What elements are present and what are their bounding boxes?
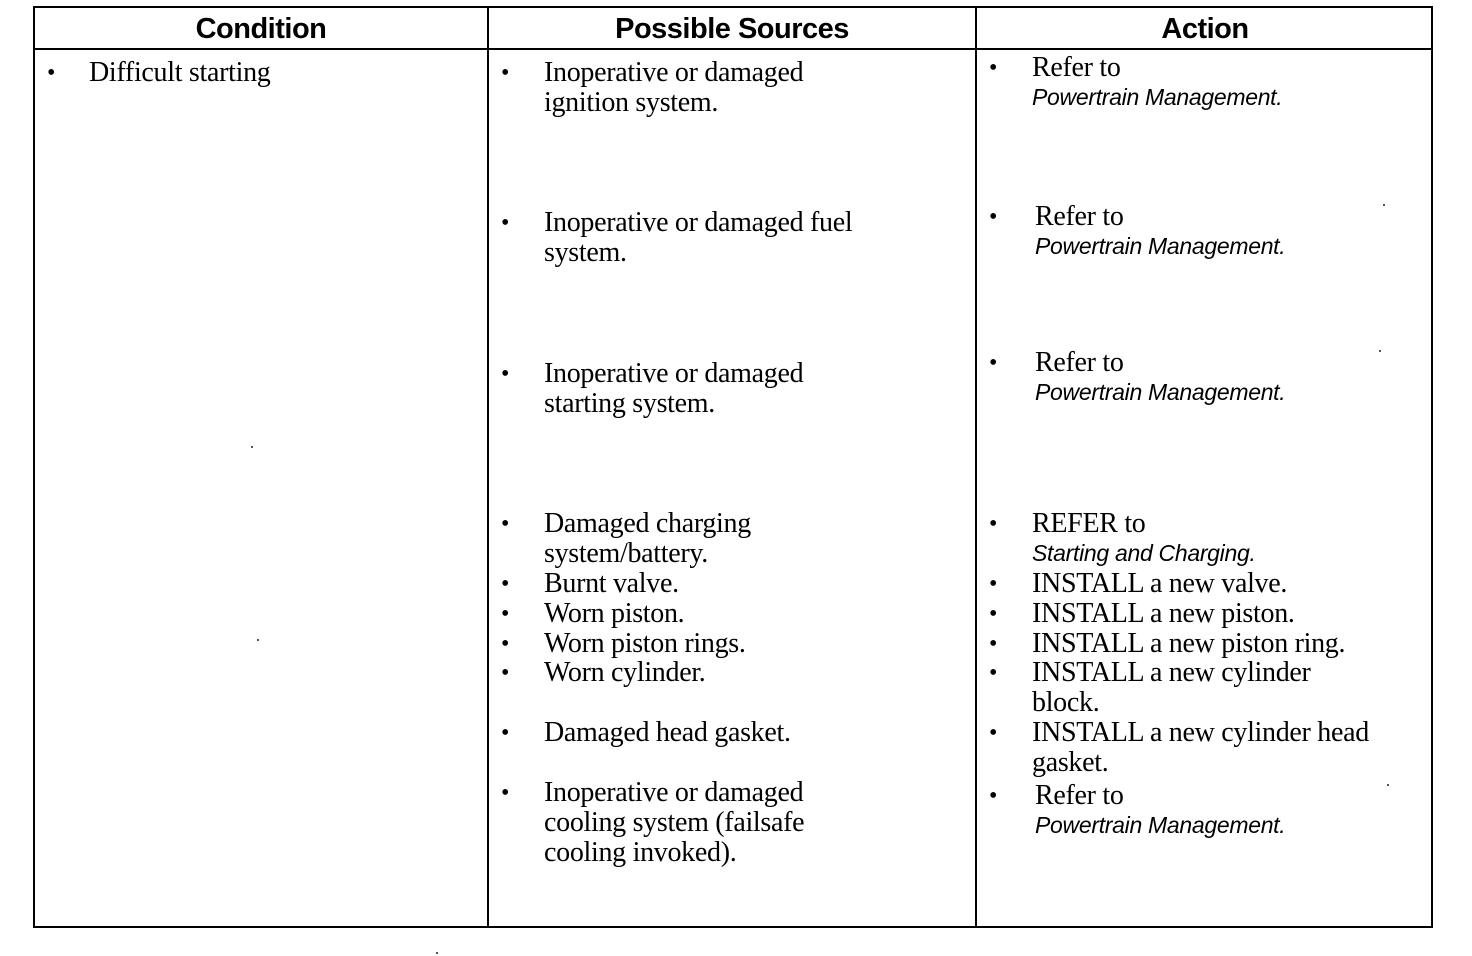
action-item: [1032, 658, 1311, 718]
action-line: INSTALL a new cylinder: [1032, 657, 1311, 688]
source-bullet: •: [501, 660, 510, 686]
action-bullet: •: [989, 783, 998, 809]
source-line: system.: [544, 237, 627, 268]
source-bullet: •: [501, 60, 510, 86]
condition-text: Difficult starting: [89, 57, 271, 88]
action-item: [1032, 509, 1256, 567]
action-item: [1032, 53, 1282, 111]
header-possible-sources: Possible Sources: [615, 13, 849, 45]
header-condition: Condition: [195, 13, 327, 45]
column-divider-2: [975, 8, 977, 926]
header-action: Action: [1161, 13, 1249, 45]
source-bullet: •: [501, 210, 510, 236]
source-bullet: •: [501, 601, 510, 627]
scan-speck: [257, 639, 259, 641]
condition-bullet: •: [47, 60, 56, 86]
action-line: Refer to: [1035, 347, 1124, 378]
source-line: Inoperative or damaged: [544, 777, 804, 808]
action-bullet: •: [989, 571, 998, 597]
source-item: [544, 58, 803, 118]
source-line: cooling invoked).: [544, 837, 737, 868]
source-item: [544, 208, 852, 268]
source-line: Inoperative or damaged: [544, 358, 804, 389]
action-line: Refer to: [1032, 52, 1121, 83]
action-line: INSTALL a new valve.: [1032, 568, 1288, 599]
scan-speck: [251, 446, 253, 448]
source-line: Worn piston.: [544, 598, 685, 629]
source-bullet: •: [501, 780, 510, 806]
source-line: Worn piston rings.: [544, 628, 746, 659]
action-line: INSTALL a new cylinder head: [1032, 717, 1369, 748]
source-bullet: •: [501, 631, 510, 657]
source-item: [544, 509, 751, 569]
source-item: [544, 778, 804, 868]
action-item: [1032, 718, 1369, 778]
action-line: gasket.: [1032, 747, 1109, 778]
scan-speck: [1387, 784, 1389, 786]
action-line: INSTALL a new piston ring.: [1032, 628, 1346, 659]
scan-speck: [1383, 204, 1385, 206]
action-item: [1032, 629, 1345, 659]
action-bullet: •: [989, 660, 998, 686]
manual-section-reference: Powertrain Management.: [1035, 233, 1286, 259]
action-item: [1035, 202, 1285, 260]
action-bullet: •: [989, 631, 998, 657]
source-line: Inoperative or damaged fuel: [544, 207, 853, 238]
action-line: REFER to: [1032, 508, 1146, 539]
action-item: [1035, 781, 1285, 839]
scan-speck: [1379, 350, 1381, 352]
action-item: [1032, 599, 1295, 629]
action-bullet: •: [989, 204, 998, 230]
action-line: block.: [1032, 687, 1100, 718]
source-item: [544, 658, 706, 688]
source-line: system/battery.: [544, 538, 708, 569]
source-item: [544, 599, 684, 629]
source-line: Inoperative or damaged: [544, 57, 804, 88]
scan-speck: [436, 952, 438, 954]
source-bullet: •: [501, 361, 510, 387]
action-line: INSTALL a new piston.: [1032, 598, 1295, 629]
source-item: [544, 718, 791, 748]
manual-section-reference: Starting and Charging.: [1032, 540, 1256, 566]
action-item: [1032, 569, 1287, 599]
manual-section-reference: Powertrain Management.: [1032, 84, 1283, 110]
action-bullet: •: [989, 601, 998, 627]
source-line: ignition system.: [544, 87, 719, 118]
action-line: Refer to: [1035, 780, 1124, 811]
action-bullet: •: [989, 720, 998, 746]
source-line: Damaged head gasket.: [544, 717, 791, 748]
header-divider: [35, 48, 1431, 50]
source-line: starting system.: [544, 388, 715, 419]
action-bullet: •: [989, 511, 998, 537]
source-bullet: •: [501, 571, 510, 597]
source-bullet: •: [501, 511, 510, 537]
action-item: [1035, 348, 1285, 406]
source-bullet: •: [501, 720, 510, 746]
manual-section-reference: Powertrain Management.: [1035, 379, 1286, 405]
source-item: [544, 359, 803, 419]
action-line: Refer to: [1035, 201, 1124, 232]
diagnosis-table: [33, 6, 1433, 928]
source-item: [544, 569, 679, 599]
source-item: [544, 629, 746, 659]
source-line: Burnt valve.: [544, 568, 679, 599]
action-bullet: •: [989, 350, 998, 376]
source-line: Damaged charging: [544, 508, 751, 539]
source-line: Worn cylinder.: [544, 657, 706, 688]
action-bullet: •: [989, 55, 998, 81]
source-line: cooling system (failsafe: [544, 807, 805, 838]
manual-section-reference: Powertrain Management.: [1035, 812, 1286, 838]
column-divider-1: [487, 8, 489, 926]
